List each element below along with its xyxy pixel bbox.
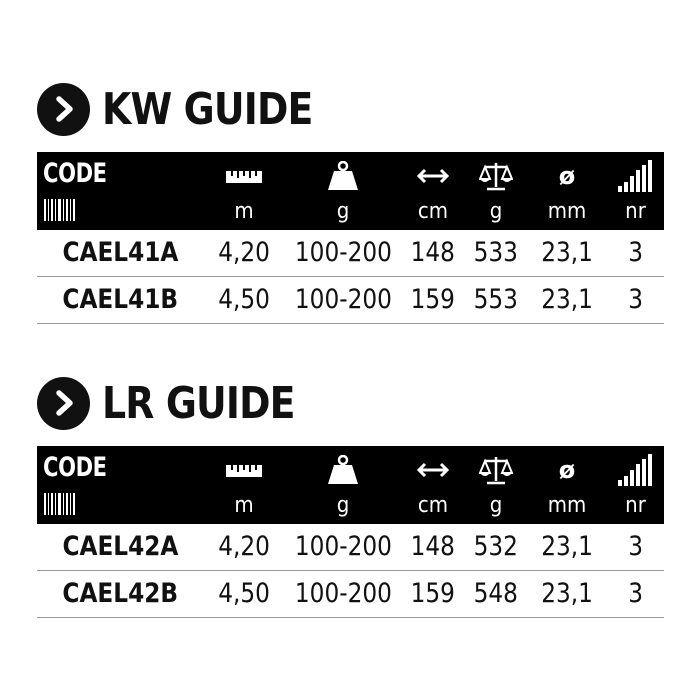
unit-sections: nr xyxy=(625,493,646,518)
signal-bars-icon xyxy=(607,456,664,484)
scale-icon xyxy=(465,456,527,484)
unit-transport-length: cm xyxy=(417,493,449,518)
length-value: 4,50 xyxy=(218,578,270,609)
unit-diameter: mm xyxy=(547,493,587,518)
scale-icon xyxy=(465,162,527,190)
lure-weight-value: 100-200 xyxy=(294,284,392,315)
barcode-icon xyxy=(43,492,75,520)
lure-weight-value: 100-200 xyxy=(294,531,392,562)
section-title: LR GUIDE xyxy=(102,377,295,429)
sections-value: 3 xyxy=(628,237,643,268)
unit-length: m xyxy=(234,199,254,224)
unit-weight: g xyxy=(489,493,503,518)
product-code: CAEL41A xyxy=(62,237,178,268)
ruler-icon xyxy=(203,456,285,484)
product-code: CAEL41B xyxy=(62,284,178,315)
weight-icon xyxy=(285,162,401,190)
product-code: CAEL42B xyxy=(62,578,178,609)
signal-bars-icon xyxy=(607,162,664,190)
chevron-right-icon xyxy=(37,377,90,430)
table-header xyxy=(37,446,664,524)
table-row xyxy=(37,524,664,571)
table-header xyxy=(37,152,664,230)
length-value: 4,50 xyxy=(218,284,270,315)
barcode-icon xyxy=(43,198,75,226)
diameter-value: 23,1 xyxy=(541,284,593,315)
diameter-value: 23,1 xyxy=(541,237,593,268)
section-title: KW GUIDE xyxy=(102,83,313,135)
chevron-right-icon xyxy=(37,83,90,136)
transport-length-value: 148 xyxy=(410,531,456,562)
table-row xyxy=(37,277,664,324)
unit-length: m xyxy=(234,493,254,518)
sections-value: 3 xyxy=(628,578,643,609)
diameter-value: 23,1 xyxy=(541,531,593,562)
length-value: 4,20 xyxy=(218,237,270,268)
lure-weight-value: 100-200 xyxy=(294,237,392,268)
table-row xyxy=(37,571,664,618)
spec-table xyxy=(37,446,664,618)
weight-value: 532 xyxy=(473,531,519,562)
sections-value: 3 xyxy=(628,531,643,562)
unit-lure-weight: g xyxy=(336,199,350,224)
diameter-symbol: ø xyxy=(558,162,576,190)
weight-value: 548 xyxy=(473,578,519,609)
diameter-value: 23,1 xyxy=(541,578,593,609)
unit-diameter: mm xyxy=(547,199,587,224)
transport-length-value: 159 xyxy=(410,578,456,609)
product-code: CAEL42A xyxy=(62,531,178,562)
unit-lure-weight: g xyxy=(336,493,350,518)
table-row xyxy=(37,230,664,277)
kw-guide-section xyxy=(37,80,664,324)
spec-table xyxy=(37,152,664,324)
diameter-symbol: ø xyxy=(558,456,576,484)
unit-sections: nr xyxy=(625,199,646,224)
unit-transport-length: cm xyxy=(417,199,449,224)
section-heading xyxy=(37,374,664,432)
weight-icon xyxy=(285,456,401,484)
section-heading xyxy=(37,80,664,138)
code-label: CODE xyxy=(43,452,107,483)
ruler-icon xyxy=(203,162,285,190)
transport-length-value: 159 xyxy=(410,284,456,315)
transport-length-value: 148 xyxy=(410,237,456,268)
double-arrow-icon xyxy=(401,162,465,190)
lr-guide-section xyxy=(37,374,664,618)
sections-value: 3 xyxy=(628,284,643,315)
double-arrow-icon xyxy=(401,456,465,484)
weight-value: 533 xyxy=(473,237,519,268)
length-value: 4,20 xyxy=(218,531,270,562)
weight-value: 553 xyxy=(473,284,519,315)
unit-weight: g xyxy=(489,199,503,224)
code-label: CODE xyxy=(43,158,107,189)
lure-weight-value: 100-200 xyxy=(294,578,392,609)
